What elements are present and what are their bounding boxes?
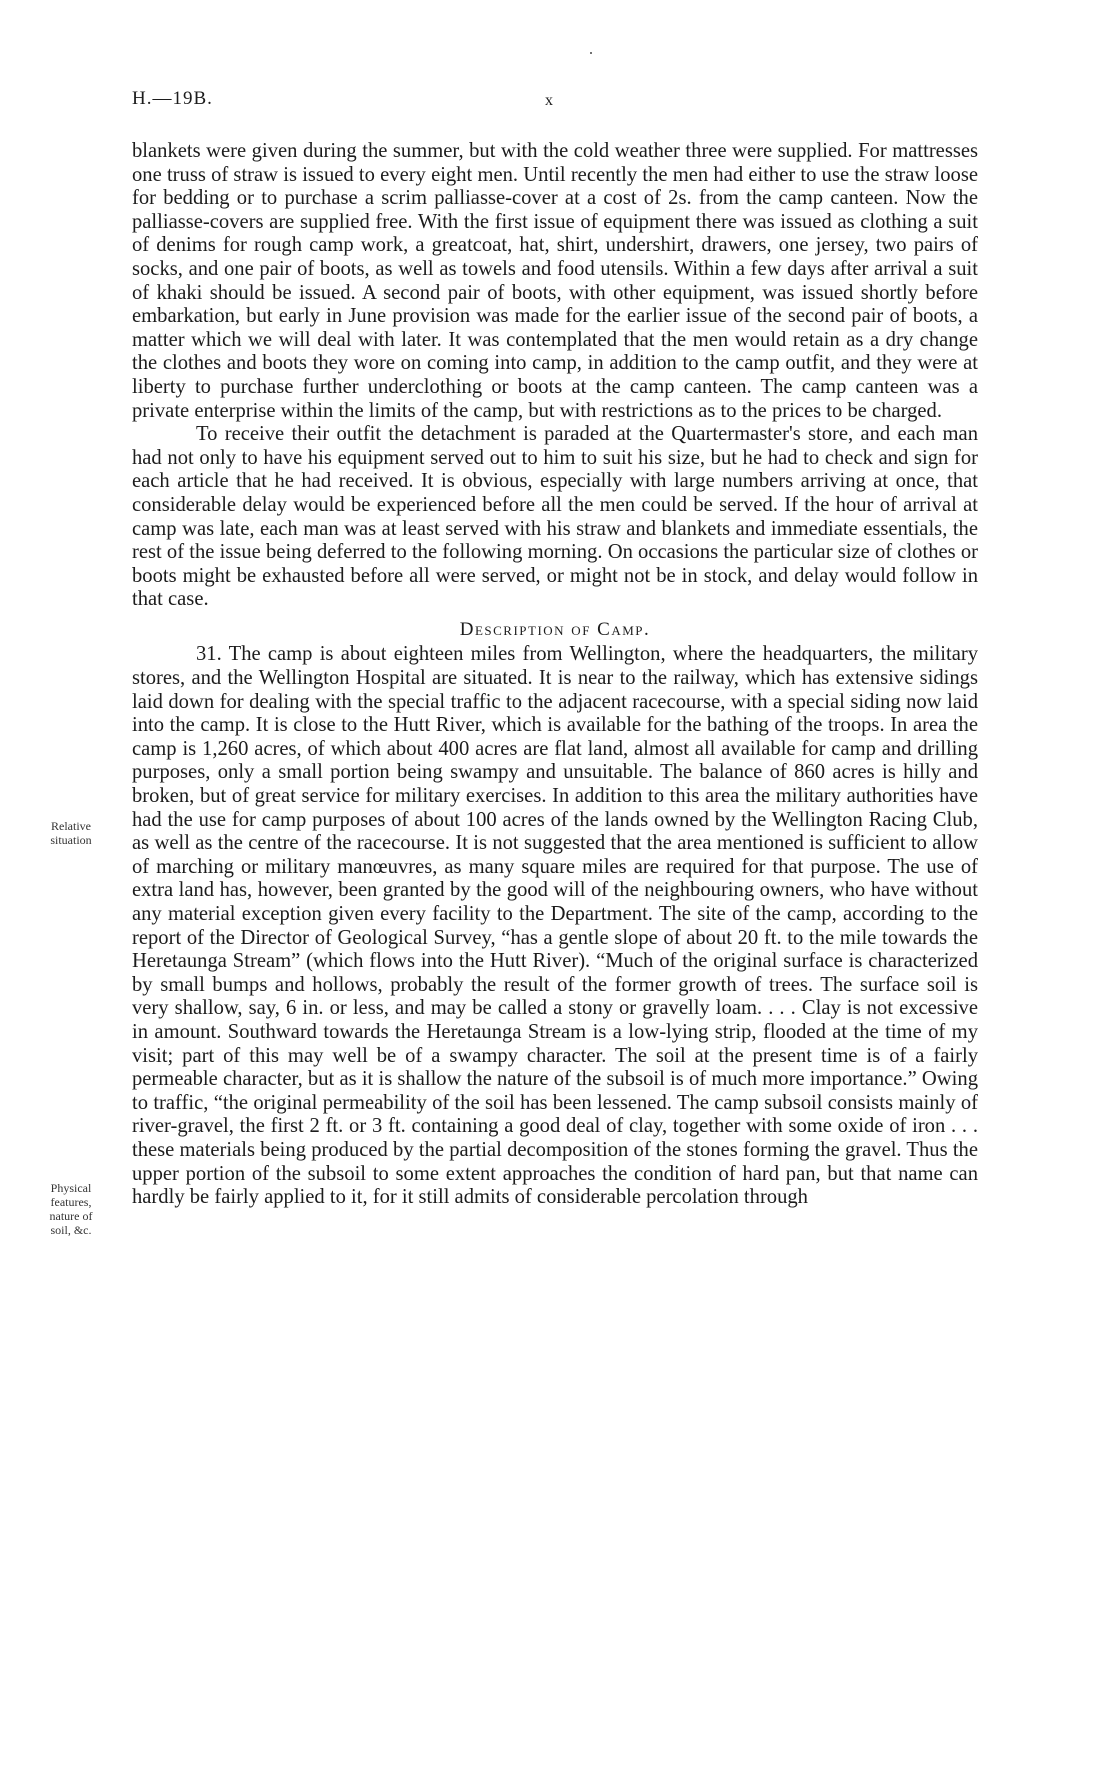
margin-note-line: Physical [50, 1181, 92, 1195]
margin-note-line: nature of [49, 1209, 93, 1223]
margin-note-line: soil, &c. [50, 1223, 92, 1237]
margin-note-physical-features [36, 1181, 106, 1237]
margin-note-line: Relative [51, 819, 91, 833]
document-reference: H.—19B. [132, 88, 213, 109]
paragraph-blankets-issue: blankets were given during the summer, but with the cold weather three were supplied. For mattresses one truss of straw is issued to every eight men. Until recently the men had either to use the straw loose for bedding or to purchase a scrim palliasse-cover at a cost of 2s. from the camp canteen. Now the palliasse-covers are supplied free. With the first issue of equipment there was issued as clothing a suit of denims for rough camp work, a greatcoat, hat, shirt, undershirt, drawers, one jersey, two pairs of socks, and one pair of boots, as well as towels and food utensils. Within a few days after arrival a suit of khaki should be issued. A second pair of boots, with other equipment, was issued shortly before embarkation, but early in June provision was made for the earlier issue of the second pair of boots, a matter which we will deal with later. It was contemplated that the men would retain as a dry change the clothes and boots they wore on coming into camp, in addition to the camp outfit, and they were at liberty to purchase further underclothing or boots at the camp canteen. The camp canteen was a private enterprise within the limits of the camp, but with restrictions as to the prices to be charged. [132, 140, 978, 422]
margin-note-line: situation [50, 833, 92, 847]
paragraph-camp-description: 31. The camp is about eighteen miles from Wellington, where the headquarters, the military stores, and the Wellington Hospital are situated. It is near to the railway, which has extensive sidings laid down for dealing with the special traffic to the adjacent racecourse, with a special siding now laid into the camp. It is close to the Hutt River, which is available for the bathing of the troops. In area the camp is 1,260 acres, of which about 400 acres are flat land, almost all available for camp and drilling purposes, only a small portion being swampy and unsuitable. The balance of 860 acres is hilly and broken, but of great service for military exercises. In addition to this area the military authorities have had the use for camp purposes of about 100 acres of the lands owned by the Wellington Racing Club, as well as the centre of the racecourse. It is not suggested that the area mentioned is sufficient to allow of marching or military manœuvres, as many square miles are required for that purpose. The use of extra land has, however, been granted by the good will of the neighbouring owners, who have without any material exception given every facility to the Department. The site of the camp, according to the report of the Director of Geological Survey, “has a gentle slope of about 20 ft. to the mile towards the Heretaunga Stream” (which flows into the Hutt River). “Much of the original surface is characterized by small bumps and hollows, probably the result of the former growth of trees. The surface soil is very shallow, say, 6 in. or less, and may be called a stony or gravelly loam. . . . Clay is not excessive in amount. Southward towards the Heretaunga Stream is a low-lying strip, flooded at the time of my visit; part of this may well be of a swampy character. The soil at the present time is of a fairly permeable character, but as it is shallow the nature of the subsoil is of much more importance.” Owing to traffic, “the original permeability of the soil has been lessened. The camp subsoil consists mainly of river-gravel, the first 2 ft. or 3 ft. containing a good deal of clay, together with some oxide of iron . . . these materials being produced by the partial decomposition of the stones forming the gravel. Thus the upper portion of the subsoil to some extent approaches the condition of hard pan, but that name can hardly be fairly applied to it, for it still admits of considerable percolation through [132, 643, 978, 1209]
page-number: x [545, 92, 553, 109]
paragraph-outfit-parade: To receive their outfit the detachment is paraded at the Quartermaster's store, and each man had not only to have his equipment served out to him to suit his size, but he had to check and sign for each article that he had received. It is obvious, especially with large numbers arriving at once, that considerable delay would be experienced before all the men could be served. If the hour of arrival at camp was late, each man was at least served with his straw and blankets and immediate essentials, the rest of the issue being deferred to the following morning. On occasions the particular size of clothes or boots might be exhausted before all were served, or might not be in stock, and delay would follow in that case. [132, 423, 978, 611]
body-text [132, 140, 978, 1210]
margin-note-line: features, [50, 1195, 92, 1209]
margin-note-relative-situation [36, 819, 106, 847]
page-speck [590, 52, 592, 54]
section-heading: Description of Camp. [459, 618, 651, 640]
